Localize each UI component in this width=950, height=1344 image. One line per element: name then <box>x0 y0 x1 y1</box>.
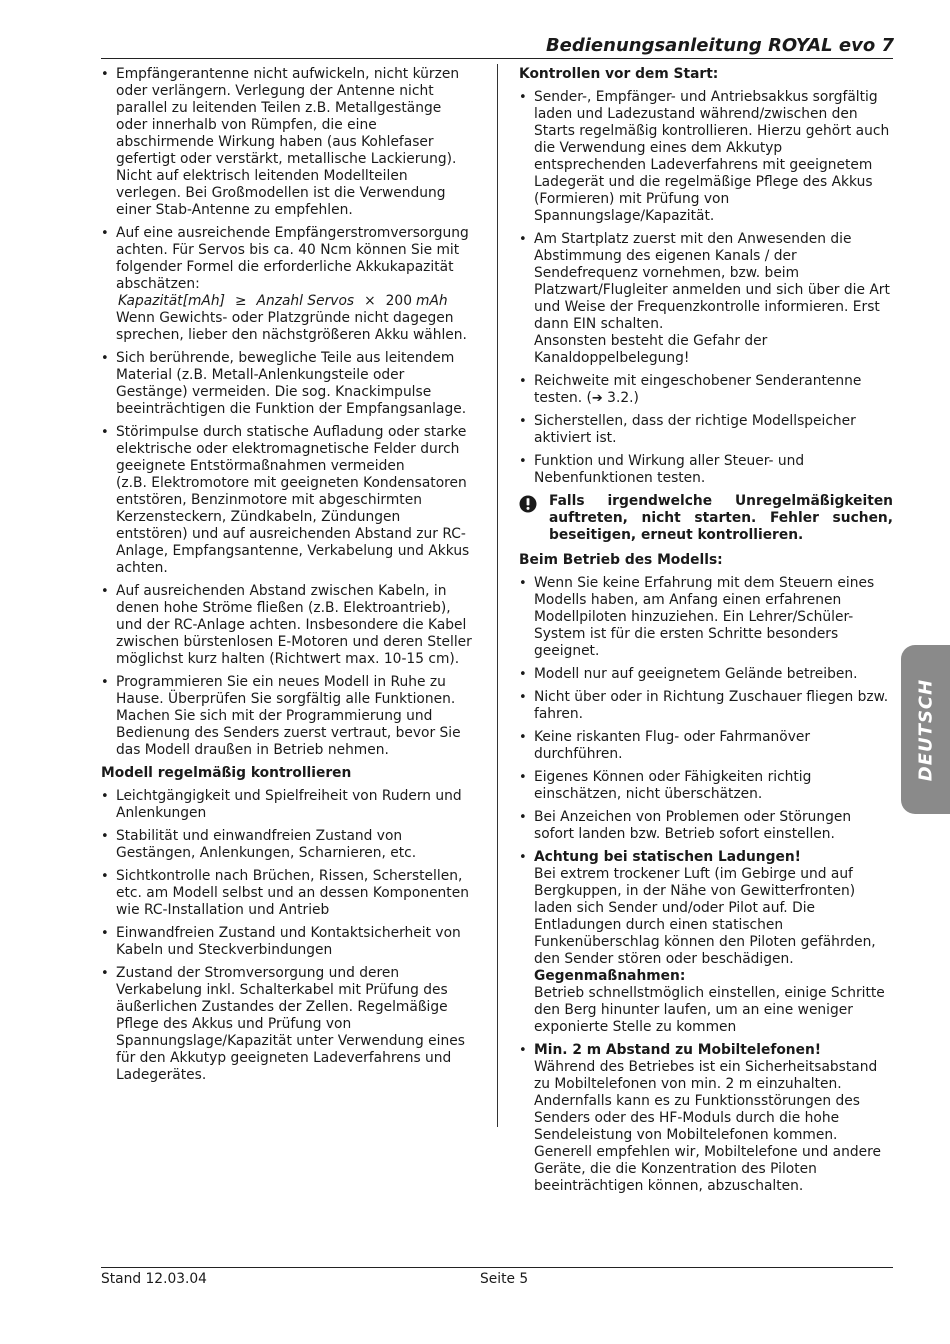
list-item: • Zustand der Stromversorgung und deren Verkabelung inkl. Schalterkabel mit Prüfung des äußerlichen Zustandes der Zellen. Regelmäßige Pflege des Akkus und Prüfung von Spannungslage/Kapazität unter Verwendung eines für den Akkutyp geeigneten Ladeverfahrens und Ladegerätes. <box>101 965 475 1084</box>
section-heading-operation: Beim Betrieb des Modells: <box>519 552 723 568</box>
section-heading-prestart: Kontrollen vor dem Start: <box>519 66 719 82</box>
list-item: • Keine riskanten Flug- oder Fahrmanöver durchführen. <box>519 729 893 763</box>
capacity-formula: Kapazität [mAh] ≥ Anzahl Servos × 200 mAh <box>118 293 448 309</box>
page-header-title: Bedienungsanleitung ROYAL evo 7 <box>545 35 894 56</box>
list-item: • Einwandfreien Zustand und Kontaktsicherheit von Kabeln und Steckverbindungen <box>101 925 475 959</box>
prestart-list <box>519 89 893 487</box>
column-divider <box>497 64 498 1127</box>
list-item: • Sender-, Empfänger- und Antriebsakkus sorgfältig laden und Ladezustand während/zwischen den Starts regelmäßig kontrollieren. Hierzu gehört auch die Verwendung eines dem Akkutyp entsprechenden Ladeverfahrens mit geeignetem Ladegerät und die regelmäßige Pflege des Akkus (Formieren) mit Prüfung von Spannungslage/Kapazität. <box>519 89 893 225</box>
list-item: • Auf eine ausreichende Empfängerstromversorgung achten. Für Servos bis ca. 40 Ncm können Sie mit folgender Formel die erforderliche Akkukapazität abschätzen: Kapazität [mAh] ≥ Anzahl Servos × 200 mAh Wenn Gewichts- oder Platzgründe nicht dagegen sprechen, lieber den nächstgrößeren Akku wählen. <box>101 225 475 344</box>
list-item: • Reichweite mit eingeschobener Senderantenne testen. (➔ 3.2.) <box>519 373 893 407</box>
list-item: • Stabilität und einwandfreien Zustand von Gestängen, Anlenkungen, Scharnieren, etc. <box>101 828 475 862</box>
warning-text: Falls irgendwelche Unregelmäßigkeiten auftreten, nicht starten. Fehler suchen, beseitigen, erneut kontrollieren. <box>549 493 893 543</box>
list-item: • Auf ausreichenden Abstand zwischen Kabeln, in denen hohe Ströme fließen (z.B. Elektroantrieb), und der RC-Anlage achten. Insbesondere die Kabel zwischen bürstenlosen E-Motoren und deren Steller möglichst kurz halten (Richtwert max. 10-15 cm). <box>101 583 475 668</box>
right-column <box>519 66 893 1201</box>
list-item: • Eigenes Können oder Fähigkeiten richtig einschätzen, nicht überschätzen. <box>519 769 893 803</box>
list-item: • Programmieren Sie ein neues Modell in Ruhe zu Hause. Überprüfen Sie sorgfältig alle Funktionen. Machen Sie sich mit der Programmierung und Bedienung des Senders zuerst vertraut, bevor Sie das Modell draußen in Betrieb nehmen. <box>101 674 475 759</box>
list-item: • Nicht über oder in Richtung Zuschauer fliegen bzw. fahren. <box>519 689 893 723</box>
left-column <box>101 66 475 1090</box>
list-item: • Sich berührende, bewegliche Teile aus leitendem Material (z.B. Metall-Anlenkungsteile oder Gestänge) vermeiden. Die sog. Knackimpulse beeinträchtigen die Funktion der Empfangsanlage. <box>101 350 475 418</box>
list-item: • Wenn Sie keine Erfahrung mit dem Steuern eines Modells haben, am Anfang einen erfahrenen Modellpiloten hinzuziehen. Ein Lehrer/Schüler-System ist für die ersten Schritte besonders geeignet. <box>519 575 893 660</box>
header-rule <box>101 58 893 59</box>
list-item: • Funktion und Wirkung aller Steuer- und Nebenfunktionen testen. <box>519 453 893 487</box>
list-item: • Leichtgängigkeit und Spielfreiheit von Rudern und Anlenkungen <box>101 788 475 822</box>
list-item: • Bei Anzeichen von Problemen oder Störungen sofort landen bzw. Betrieb sofort einstellen. <box>519 809 893 843</box>
warning-icon <box>519 493 549 544</box>
list-item: • Modell nur auf geeignetem Gelände betreiben. <box>519 666 893 683</box>
list-item: • Störimpulse durch statische Aufladung oder starke elektrische oder elektromagnetische Felder durch geeignete Entstörmaßnahmen vermeiden (z.B. Elektromotore mit geeigneten Kondensatoren entstören, Benzinmotore mit abgeschirmten Kerzensteckern, Zündkabeln, Zündungen entstören) und auf ausreichenden Abstand zur RC-Anlage, Empfangsantenne, Verkabelung und Akkus achten. <box>101 424 475 577</box>
list-item: • Am Startplatz zuerst mit den Anwesenden die Abstimmung des eigenen Kanals / der Sendefrequenz vornehmen, bzw. beim Platzwart/Flugleiter anmelden und sich über die Art und Weise der Frequenzkontrolle informieren. Erst dann EIN schalten. Ansonsten besteht die Gefahr der Kanaldoppelbelegung! <box>519 231 893 367</box>
section-heading-model-check: Modell regelmäßig kontrollieren <box>101 765 352 781</box>
list-item: • Sicherstellen, dass der richtige Modellspeicher aktiviert ist. <box>519 413 893 447</box>
antenna-power-list <box>101 66 475 759</box>
operation-list <box>519 575 893 1195</box>
list-item: • Sichtkontrolle nach Brüchen, Rissen, Scherstellen, etc. am Modell selbst und an dessen Komponenten wie RC-Installation und Antrieb <box>101 868 475 919</box>
list-item-static-charge: • Achtung bei statischen Ladungen! Bei extrem trockener Luft (im Gebirge und auf Bergkuppen, in der Nähe von Gewitterfronten) laden sich Sender und/oder Pilot auf. Die Entladungen durch einen statischen Funkenüberschlag können den Piloten gefährden, den Sender stören oder beschädigen. Gegenmaßnahmen: Betrieb schnellstmöglich einstellen, einige Schritte den Berg hinunter laufen, um an eine weniger exponierte Stelle zu kommen <box>519 849 893 1036</box>
formula-note: Wenn Gewichts- oder Platzgründe nicht dagegen sprechen, lieber den nächstgrößeren Akku wählen. <box>116 310 467 343</box>
warning-note <box>519 493 893 544</box>
language-tab <box>901 645 950 814</box>
footer-date: Stand 12.03.04 <box>101 1271 207 1287</box>
language-tab-label: DEUTSCH <box>915 678 936 781</box>
footer-page-number: Seite 5 <box>480 1271 529 1287</box>
list-item-mobile-phones: • Min. 2 m Abstand zu Mobiltelefonen! Während des Betriebes ist ein Sicherheitsabstand zu Mobiltelefonen von min. 2 m einzuhalten. Andernfalls kann es zu Funktionsstörungen des Senders oder des HF-Moduls durch die hohe Sendeleistung von Mobiltelefonen kommen. Generell empfehlen wir, Mobiltelefone und andere Geräte, die die Konzentration des Piloten beeinträchtigen können, abzuschalten. <box>519 1042 893 1195</box>
footer-rule <box>101 1267 893 1268</box>
list-item: • Empfängerantenne nicht aufwickeln, nicht kürzen oder verlängern. Verlegung der Antenne nicht parallel zu leitenden Teilen z.B. Metallgestänge oder innerhalb von Rümpfen, die eine abschirmende Wirkung haben (aus Kohlefaser gefertigt oder verstärkt, metallische Lackierung). Nicht auf elektrisch leitenden Modellteilen verlegen. Bei Großmodellen ist die Verwendung einer Stab-Antenne zu empfehlen. <box>101 66 475 219</box>
arrow-right-icon: ➔ <box>591 391 603 406</box>
model-check-list <box>101 788 475 1084</box>
